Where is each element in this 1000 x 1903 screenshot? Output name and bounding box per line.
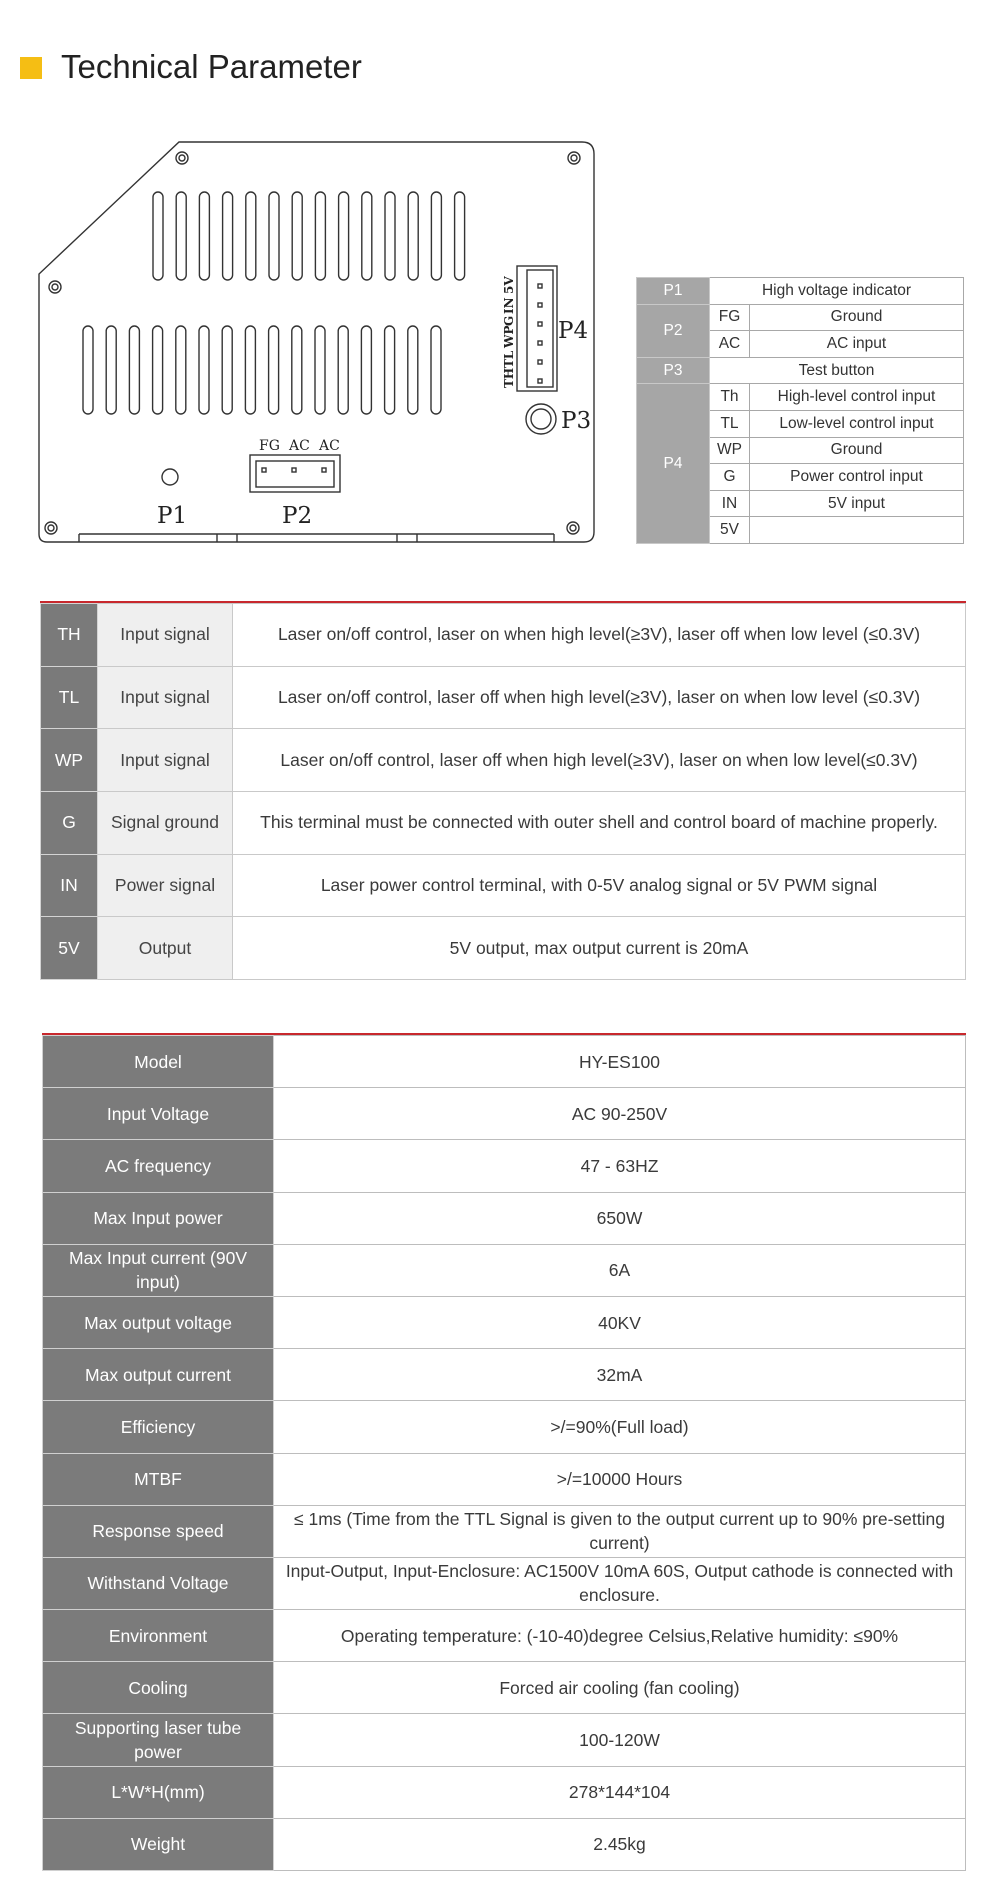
table-row — [43, 1296, 966, 1348]
p1-indicator — [162, 469, 178, 485]
table-row — [43, 1192, 966, 1244]
spec-value-cell: HY-ES100 — [274, 1036, 966, 1088]
vent-slot — [106, 326, 116, 414]
vent-slot — [129, 326, 139, 414]
table-row — [43, 1505, 966, 1557]
sub-pin-cell: IN — [710, 490, 750, 517]
pin-desc-cell: Ground — [750, 437, 964, 464]
pin-cell: P1 — [637, 278, 710, 305]
spec-label-cell: Efficiency — [43, 1401, 274, 1453]
signal-code-cell: IN — [41, 854, 98, 917]
vent-slot — [83, 326, 93, 414]
vent-slot — [246, 192, 256, 280]
table-row — [43, 1140, 966, 1192]
table-row — [43, 1401, 966, 1453]
p4-label: P4 — [558, 318, 589, 344]
vent-slot — [315, 192, 325, 280]
title-accent-square — [20, 57, 42, 79]
p2-pin-label: FG — [259, 438, 280, 454]
page-title: Technical Parameter — [61, 48, 362, 85]
spec-value-cell: ≤ 1ms (Time from the TTL Signal is given to the output current up to 90% pre-setting current) — [274, 1505, 966, 1557]
vent-slot — [176, 326, 186, 414]
p2-label: P2 — [282, 503, 313, 529]
pin-desc-cell: High-level control input — [750, 384, 964, 411]
table-row — [43, 1662, 966, 1714]
ventilation-slots-bottom — [83, 326, 441, 414]
bottom-edge-strips — [79, 534, 554, 542]
p2-connector — [250, 455, 340, 492]
sub-pin-cell: TL — [710, 410, 750, 437]
pin-desc-cell: 5V input — [750, 490, 964, 517]
spec-label-cell: L*W*H(mm) — [43, 1766, 274, 1818]
signal-type-cell: Input signal — [98, 604, 233, 667]
connector-pin — [538, 322, 542, 326]
spec-value-cell: 6A — [274, 1244, 966, 1296]
vent-slot — [292, 192, 302, 280]
spec-label-cell: Cooling — [43, 1662, 274, 1714]
vent-slot — [269, 192, 279, 280]
vent-slot — [199, 192, 209, 280]
pin-cell: P3 — [637, 357, 710, 384]
vent-slot — [455, 192, 465, 280]
pin-desc-cell: Ground — [750, 304, 964, 331]
connector-pin — [538, 341, 542, 345]
vent-slot — [245, 326, 255, 414]
table-row — [41, 917, 966, 980]
signal-type-cell: Input signal — [98, 666, 233, 729]
sub-pin-cell: WP — [710, 437, 750, 464]
spec-value-cell: Operating temperature: (-10-40)degree Celsius,Relative humidity: ≤90% — [274, 1610, 966, 1662]
signal-type-cell: Signal ground — [98, 792, 233, 855]
power-supply-board-diagram — [37, 138, 597, 548]
ventilation-slots-top — [153, 192, 465, 280]
vent-slot — [338, 326, 348, 414]
p3-test-button — [526, 404, 556, 434]
p4-pin-label: TH — [502, 367, 516, 388]
signal-desc-cell: 5V output, max output current is 20mA — [233, 917, 966, 980]
pin-desc-cell — [750, 517, 964, 544]
table-row — [637, 384, 964, 411]
sub-pin-cell: FG — [710, 304, 750, 331]
spec-label-cell: Max output current — [43, 1349, 274, 1401]
table-row — [41, 666, 966, 729]
spec-value-cell: AC 90-250V — [274, 1088, 966, 1140]
table-row — [43, 1610, 966, 1662]
p4-pin-label: IN — [502, 297, 516, 314]
signal-code-cell: WP — [41, 729, 98, 792]
table-row — [43, 1714, 966, 1766]
spec-value-cell: 650W — [274, 1192, 966, 1244]
signal-type-cell: Power signal — [98, 854, 233, 917]
spec-value-cell: 32mA — [274, 1349, 966, 1401]
specification-table — [42, 1035, 966, 1871]
table-row — [43, 1349, 966, 1401]
signal-description-table — [40, 603, 966, 980]
p4-pin-label: G — [502, 315, 516, 326]
vent-slot — [361, 326, 371, 414]
connector-pin — [538, 284, 542, 288]
p4-connector — [517, 266, 557, 391]
vent-slot — [269, 326, 279, 414]
signal-desc-cell: Laser on/off control, laser off when high level(≥3V), laser on when low level (≤0.3V) — [233, 666, 966, 729]
table-row — [43, 1557, 966, 1609]
vent-slot — [385, 192, 395, 280]
table-row — [637, 278, 964, 305]
table-row — [43, 1036, 966, 1088]
signal-code-cell: TL — [41, 666, 98, 729]
pin-desc-cell: Power control input — [750, 464, 964, 491]
p4-pin-label: TL — [502, 350, 516, 368]
spec-value-cell: Forced air cooling (fan cooling) — [274, 1662, 966, 1714]
pin-cell: P4 — [637, 384, 710, 544]
p2-pin-label: AC — [319, 438, 340, 454]
vent-slot — [339, 192, 349, 280]
vent-slot — [292, 326, 302, 414]
p4-pin-label: WP — [502, 325, 516, 348]
spec-label-cell: Withstand Voltage — [43, 1557, 274, 1609]
spec-value-cell: Input-Output, Input-Enclosure: AC1500V 10mA 60S, Output cathode is connected with enclosure. — [274, 1557, 966, 1609]
spec-value-cell: 47 - 63HZ — [274, 1140, 966, 1192]
p3-label: P3 — [561, 408, 592, 434]
table-row — [41, 604, 966, 667]
vent-slot — [199, 326, 209, 414]
connector-pin — [538, 303, 542, 307]
vent-slot — [315, 326, 325, 414]
spec-label-cell: Max output voltage — [43, 1296, 274, 1348]
spec-label-cell: Weight — [43, 1818, 274, 1870]
spec-label-cell: Input Voltage — [43, 1088, 274, 1140]
mounting-holes — [45, 152, 580, 534]
vent-slot — [385, 326, 395, 414]
p4-pin-label: 5V — [502, 276, 516, 294]
vent-slot — [431, 326, 441, 414]
table-row — [41, 854, 966, 917]
spec-label-cell: Model — [43, 1036, 274, 1088]
table-row — [43, 1088, 966, 1140]
signal-desc-cell: This terminal must be connected with outer shell and control board of machine properly. — [233, 792, 966, 855]
p1-label: P1 — [157, 503, 188, 529]
spec-value-cell: 100-120W — [274, 1714, 966, 1766]
vent-slot — [408, 326, 418, 414]
vent-slot — [153, 192, 163, 280]
spec-label-cell: Environment — [43, 1610, 274, 1662]
signal-desc-cell: Laser power control terminal, with 0-5V analog signal or 5V PWM signal — [233, 854, 966, 917]
vent-slot — [431, 192, 441, 280]
table-row — [41, 729, 966, 792]
spec-label-cell: Supporting laser tube power — [43, 1714, 274, 1766]
spec-label-cell: AC frequency — [43, 1140, 274, 1192]
sub-pin-cell: Th — [710, 384, 750, 411]
table-row — [41, 792, 966, 855]
spec-value-cell: >/=90%(Full load) — [274, 1401, 966, 1453]
signal-code-cell: TH — [41, 604, 98, 667]
spec-value-cell: >/=10000 Hours — [274, 1453, 966, 1505]
table-row — [43, 1244, 966, 1296]
table-row — [43, 1766, 966, 1818]
pin-desc-cell: High voltage indicator — [710, 278, 964, 305]
pin-desc-cell: Low-level control input — [750, 410, 964, 437]
vent-slot — [153, 326, 163, 414]
spec-label-cell: Max Input power — [43, 1192, 274, 1244]
signal-type-cell: Output — [98, 917, 233, 980]
vent-slot — [408, 192, 418, 280]
sub-pin-cell: AC — [710, 331, 750, 358]
vent-slot — [223, 192, 233, 280]
signal-desc-cell: Laser on/off control, laser off when high level(≥3V), laser on when low level(≤0.3V) — [233, 729, 966, 792]
connector-pin — [538, 360, 542, 364]
spec-value-cell: 278*144*104 — [274, 1766, 966, 1818]
spec-label-cell: Max Input current (90V input) — [43, 1244, 274, 1296]
signal-desc-cell: Laser on/off control, laser on when high level(≥3V), laser off when low level (≤0.3V) — [233, 604, 966, 667]
signal-code-cell: G — [41, 792, 98, 855]
signal-code-cell: 5V — [41, 917, 98, 980]
vent-slot — [176, 192, 186, 280]
spec-label-cell: MTBF — [43, 1453, 274, 1505]
pin-cell: P2 — [637, 304, 710, 357]
sub-pin-cell: G — [710, 464, 750, 491]
spec-value-cell: 40KV — [274, 1296, 966, 1348]
p2-pin-label: AC — [289, 438, 310, 454]
pin-desc-cell: Test button — [710, 357, 964, 384]
vent-slot — [222, 326, 232, 414]
signal-type-cell: Input signal — [98, 729, 233, 792]
table-row — [637, 304, 964, 331]
table-row — [43, 1818, 966, 1870]
sub-pin-cell: 5V — [710, 517, 750, 544]
pin-function-table — [636, 277, 964, 544]
table-row — [637, 357, 964, 384]
spec-label-cell: Response speed — [43, 1505, 274, 1557]
pin-desc-cell: AC input — [750, 331, 964, 358]
vent-slot — [362, 192, 372, 280]
connector-pin — [538, 379, 542, 383]
spec-value-cell: 2.45kg — [274, 1818, 966, 1870]
table-row — [43, 1453, 966, 1505]
